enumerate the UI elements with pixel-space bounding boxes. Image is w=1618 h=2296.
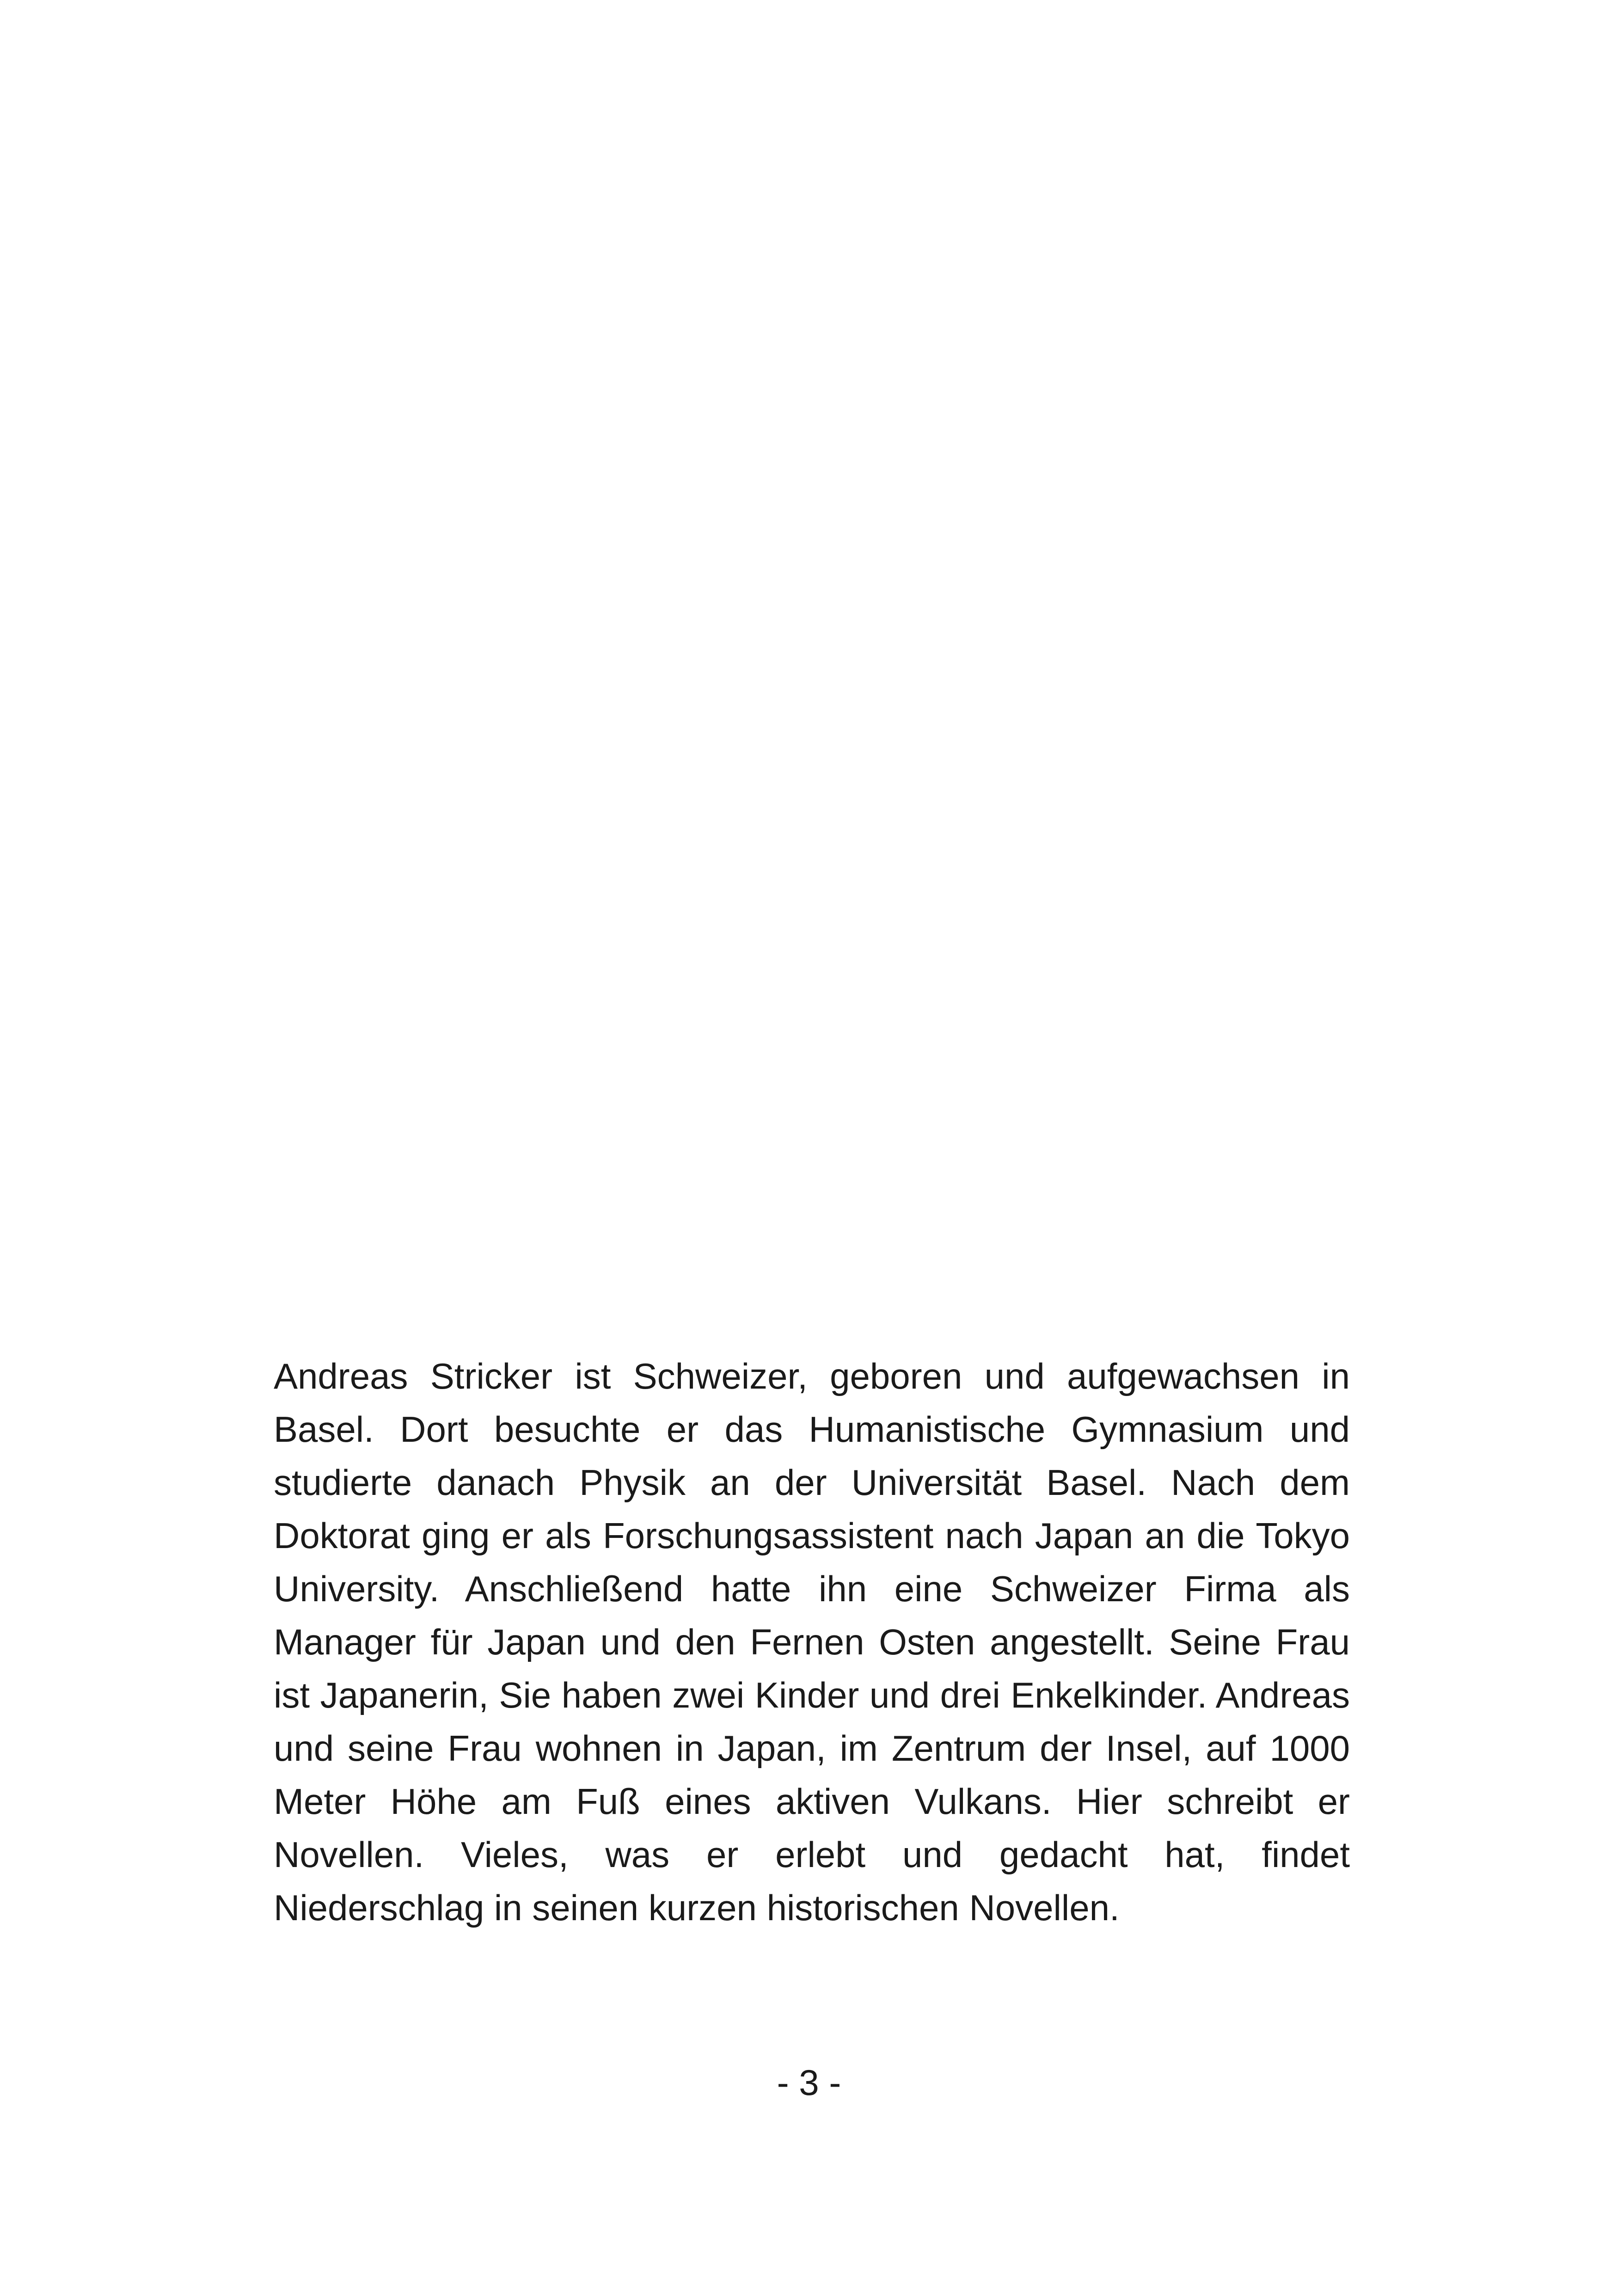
page-number: - 3 - <box>777 2062 841 2103</box>
author-bio-paragraph: Andreas Stricker ist Schweizer, geboren und aufgewachsen in Basel. Dort besuchte er das Humanistische Gymnasium und studierte danach Physik an der Universität Basel. Nach dem Doktorat ging er als Forschungsassistent nach Japan an die Tokyo University. Anschließend hatte ihn eine Schweizer Firma als Manager für Japan und den Fernen Osten angestellt. Seine Frau ist Japanerin, Sie haben zwei Kinder und drei Enkelkinder. Andreas und seine Frau wohnen in Japan, im Zentrum der Insel, auf 1000 Meter Höhe am Fuß eines aktiven Vulkans. Hier schreibt er Novellen. Vieles, was er erlebt und gedacht hat, findet Niederschlag in seinen kurzen historischen Novellen. <box>274 1356 1350 1928</box>
